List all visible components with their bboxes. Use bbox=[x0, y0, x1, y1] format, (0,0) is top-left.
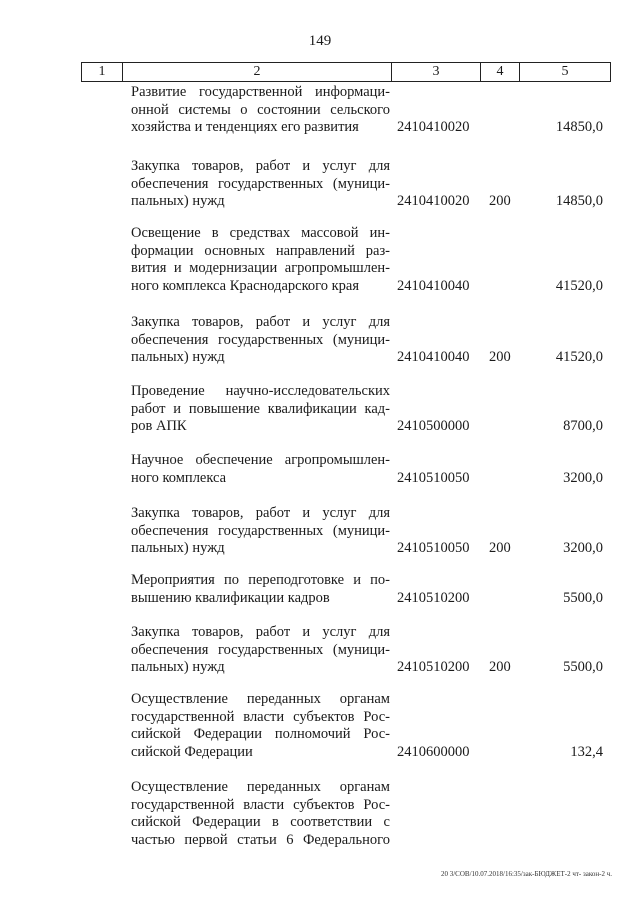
description-line: Осуществление переданных органам bbox=[131, 691, 390, 707]
row-description bbox=[131, 452, 390, 487]
row-description bbox=[131, 779, 390, 849]
row-expense-type: 200 bbox=[489, 540, 511, 556]
description-line: сийской Федерации bbox=[131, 743, 253, 760]
row-code: 2410410020 bbox=[397, 193, 470, 209]
description-line: пальных) нужд bbox=[131, 349, 225, 365]
column-header-4: 4 bbox=[481, 63, 520, 82]
row-expense-type: 200 bbox=[489, 659, 511, 675]
column-header-3: 3 bbox=[392, 63, 481, 82]
description-line: пальных) нужд bbox=[131, 193, 225, 209]
description-line: частью первой статьи 6 Федерального bbox=[131, 831, 390, 848]
row-description bbox=[131, 383, 390, 436]
row-description bbox=[131, 691, 390, 761]
row-expense-type: 200 bbox=[489, 193, 511, 209]
row-amount: 14850,0 bbox=[555, 193, 603, 209]
row-code: 2410410040 bbox=[397, 277, 470, 294]
row-description bbox=[131, 225, 390, 295]
row-amount: 3200,0 bbox=[563, 540, 603, 556]
description-line: Закупка товаров, работ и услуг для bbox=[131, 314, 390, 330]
description-line: государственной власти субъектов Рос- bbox=[131, 796, 390, 813]
row-code: 2410510200 bbox=[397, 659, 470, 675]
row-code: 2410500000 bbox=[397, 418, 470, 434]
column-header-5: 5 bbox=[520, 63, 611, 82]
description-line: Освещение в средствах массовой ин- bbox=[131, 225, 390, 241]
row-amount: 5500,0 bbox=[563, 589, 603, 606]
description-line: Мероприятия по переподготовке и по- bbox=[131, 572, 390, 588]
row-amount: 3200,0 bbox=[563, 469, 603, 486]
description-line: Осуществление переданных органам bbox=[131, 779, 390, 795]
page-number: 149 bbox=[308, 33, 332, 49]
row-code: 2410510200 bbox=[397, 589, 470, 606]
description-line: онной системы о состоянии сельского bbox=[131, 101, 390, 118]
row-amount: 132,4 bbox=[570, 743, 603, 760]
row-code: 2410410040 bbox=[397, 349, 470, 365]
description-line: Закупка товаров, работ и услуг для bbox=[131, 505, 390, 521]
row-description bbox=[131, 158, 390, 211]
description-line: ров АПК bbox=[131, 418, 187, 434]
description-line: ного комплекса Краснодарского края bbox=[131, 277, 360, 294]
description-line: пальных) нужд bbox=[131, 540, 225, 556]
row-code: 2410510050 bbox=[397, 469, 470, 486]
description-line: обеспечения государственных (муници- bbox=[131, 331, 390, 348]
row-amount: 41520,0 bbox=[555, 349, 603, 365]
row-amount: 8700,0 bbox=[563, 418, 603, 434]
row-code: 2410600000 bbox=[397, 743, 470, 760]
row-description bbox=[131, 624, 390, 677]
document-footer-code: 20 3/СОВ/10.07.2018/16:35/зак-БЮДЖЕТ-2 чт- закон-2 ч. bbox=[440, 870, 612, 878]
row-amount: 41520,0 bbox=[555, 277, 603, 294]
row-description bbox=[131, 572, 390, 607]
description-line: Развитие государственной информаци- bbox=[131, 84, 390, 100]
description-line: обеспечения государственных (муници- bbox=[131, 522, 390, 539]
description-line: вышению квалификации кадров bbox=[131, 589, 330, 606]
column-header-1: 1 bbox=[82, 63, 123, 82]
row-code: 2410510050 bbox=[397, 540, 470, 556]
description-line: пальных) нужд bbox=[131, 659, 225, 675]
description-line: формации основных направлений раз- bbox=[131, 242, 390, 259]
column-header-2: 2 bbox=[123, 63, 392, 82]
description-line: работ и повышение квалификации кад- bbox=[131, 400, 390, 417]
description-line: ного комплекса bbox=[131, 469, 227, 486]
row-code: 2410410020 bbox=[397, 119, 470, 135]
row-amount: 5500,0 bbox=[563, 659, 603, 675]
description-line: Закупка товаров, работ и услуг для bbox=[131, 158, 390, 174]
row-expense-type: 200 bbox=[489, 349, 511, 365]
description-line: Научное обеспечение агропромышлен- bbox=[131, 452, 390, 468]
description-line: обеспечения государственных (муници- bbox=[131, 641, 390, 658]
description-line: сийской Федерации полномочий Рос- bbox=[131, 726, 390, 742]
row-description bbox=[131, 84, 390, 137]
description-line: хозяйства и тенденциях его развития bbox=[131, 119, 359, 135]
row-description bbox=[131, 505, 390, 558]
row-description bbox=[131, 314, 390, 367]
description-line: Проведение научно-исследовательских bbox=[131, 383, 390, 399]
description-line: сийской Федерации в соответствии с bbox=[131, 814, 390, 830]
row-amount: 14850,0 bbox=[555, 119, 603, 135]
description-line: обеспечения государственных (муници- bbox=[131, 175, 390, 192]
description-line: вития и модернизации агропромышлен- bbox=[131, 260, 390, 276]
description-line: государственной власти субъектов Рос- bbox=[131, 708, 390, 725]
description-line: Закупка товаров, работ и услуг для bbox=[131, 624, 390, 640]
